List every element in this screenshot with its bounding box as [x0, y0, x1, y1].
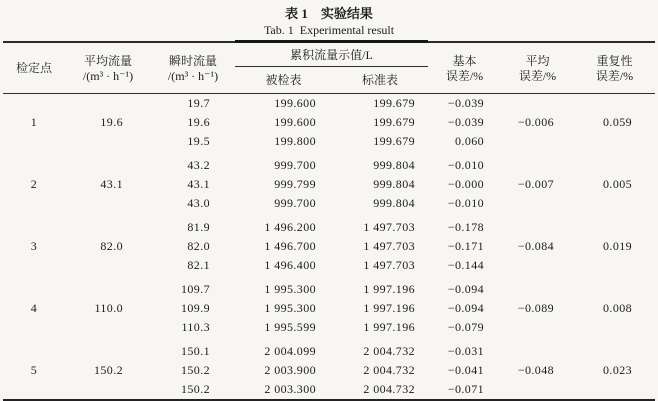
cell-dut-reading: 1 995.300: [264, 301, 316, 315]
cell-inst-flow: 43.1: [187, 177, 210, 191]
cell-basic-error: −0.039: [447, 115, 485, 129]
cell-std-reading: 1 997.196: [363, 320, 416, 334]
header-avg-flow-unit: /(m³ · h⁻¹): [82, 68, 134, 83]
cell-dut-reading: 1 496.400: [264, 258, 316, 272]
cell-dut-reading: 1 995.300: [264, 282, 316, 296]
cell-std-reading: 1 497.703: [363, 220, 416, 234]
cell-basic-error: −0.031: [447, 344, 485, 358]
cell-std-reading: 199.679: [373, 96, 416, 110]
cell-dut-reading: 1 995.599: [264, 320, 316, 334]
cell-std-reading: 999.804: [373, 196, 416, 210]
header-cell-standard-meter: 标准表: [362, 72, 399, 87]
cell-basic-error: −0.039: [447, 96, 485, 110]
table-row: [3, 213, 655, 237]
cell-avg-flow: 110.0: [94, 301, 123, 315]
cell-inst-flow: 19.6: [187, 115, 210, 129]
header-average-error-unit: 误差/%: [518, 68, 557, 83]
cell-avg-flow: 150.2: [94, 363, 123, 377]
header-basic-error-label: 基本: [452, 53, 477, 68]
cell-basic-error: −0.171: [447, 239, 485, 253]
cell-std-reading: 199.679: [373, 115, 416, 129]
cell-inst-flow: 109.7: [181, 282, 210, 296]
cell-average-error: −0.007: [517, 177, 555, 191]
header-cell-point: 检定点: [15, 61, 52, 76]
cell-average-error: −0.006: [517, 115, 555, 129]
cell-basic-error: −0.041: [447, 363, 485, 377]
cell-inst-flow: 110.3: [181, 320, 210, 334]
header-cell-inst-flow: [151, 42, 235, 94]
cell-basic-error: −0.094: [447, 282, 485, 296]
cell-inst-flow: 19.7: [187, 96, 210, 110]
cell-basic-error: −0.010: [447, 158, 485, 172]
cell-check-point: 4: [30, 301, 38, 315]
cell-inst-flow: 81.9: [187, 220, 210, 234]
cell-avg-flow: 82.0: [100, 239, 123, 253]
cell-dut-reading: 1 496.200: [264, 220, 316, 234]
cell-average-error: −0.048: [517, 363, 555, 377]
cell-std-reading: 1 997.196: [363, 282, 416, 296]
cell-inst-flow: 82.1: [187, 258, 210, 272]
results-table: [3, 40, 655, 401]
header-cell-dut-meter: 被检表: [265, 72, 302, 87]
cell-repeatability-error: 0.005: [603, 177, 633, 191]
cell-repeatability-error: 0.019: [603, 239, 633, 253]
cell-avg-flow: 43.1: [100, 177, 123, 191]
table-caption-en: Tab. 1 Experimental result: [263, 23, 395, 37]
header-cell-average-error: [501, 42, 574, 94]
cell-repeatability-error: 0.059: [603, 115, 633, 129]
cell-std-reading: 1 997.196: [363, 301, 416, 315]
cell-basic-error: −0.144: [447, 258, 485, 272]
header-cell-repeatability-error: [574, 42, 655, 94]
cell-avg-flow: 19.6: [100, 115, 123, 129]
cell-check-point: 2: [30, 177, 38, 191]
cell-inst-flow: 19.5: [187, 134, 210, 148]
cell-basic-error: −0.079: [447, 320, 485, 334]
cell-check-point: 5: [30, 363, 38, 377]
cell-basic-error: −0.010: [447, 196, 485, 210]
cell-std-reading: 1 497.703: [363, 258, 416, 272]
cell-repeatability-error: 0.023: [603, 363, 633, 377]
cell-dut-reading: 199.600: [274, 96, 316, 110]
cell-std-reading: 2 004.732: [363, 363, 416, 377]
cell-basic-error: −0.071: [447, 382, 485, 396]
table-row: [3, 275, 655, 299]
cell-dut-reading: 999.700: [274, 158, 316, 172]
cell-inst-flow: 43.0: [187, 196, 210, 210]
header-repeatability-error-unit: 误差/%: [595, 68, 634, 83]
cell-basic-error: 0.060: [455, 134, 485, 148]
cell-std-reading: 999.804: [373, 158, 416, 172]
cell-basic-error: −0.094: [447, 301, 485, 315]
cell-inst-flow: 150.1: [181, 344, 210, 358]
cell-std-reading: 2 004.732: [363, 382, 416, 396]
header-avg-flow-label: 平均流量: [83, 53, 132, 68]
table-row: [3, 337, 655, 361]
header-cell-avg-flow: [65, 42, 151, 94]
cell-inst-flow: 109.9: [181, 301, 210, 315]
table-body: [3, 94, 655, 401]
cell-std-reading: 1 497.703: [363, 239, 416, 253]
cell-check-point: 1: [30, 115, 38, 129]
cell-dut-reading: 1 496.700: [264, 239, 316, 253]
header-repeatability-error-label: 重复性: [596, 53, 633, 68]
cell-std-reading: 999.804: [373, 177, 416, 191]
cell-inst-flow: 150.2: [181, 363, 210, 377]
header-average-error-label: 平均: [525, 53, 550, 68]
cell-std-reading: 2 004.732: [363, 344, 416, 358]
cell-dut-reading: 999.799: [274, 177, 316, 191]
table-row: [3, 94, 655, 114]
cell-std-reading: 199.679: [373, 134, 416, 148]
header-inst-flow-label: 瞬时流量: [168, 53, 217, 68]
header-basic-error-unit: 误差/%: [445, 68, 484, 83]
cell-dut-reading: 2 004.099: [264, 344, 316, 358]
cell-inst-flow: 150.2: [181, 382, 210, 396]
cell-average-error: −0.084: [517, 239, 555, 253]
cell-dut-reading: 2 003.300: [264, 382, 316, 396]
cell-repeatability-error: 0.008: [603, 301, 633, 315]
cell-average-error: −0.089: [517, 301, 555, 315]
cell-basic-error: −0.178: [447, 220, 485, 234]
header-cell-basic-error: [428, 42, 501, 94]
cell-inst-flow: 82.0: [187, 239, 210, 253]
table-header: [3, 42, 655, 94]
cell-dut-reading: 2 003.900: [264, 363, 316, 377]
header-inst-flow-unit: /(m³ · h⁻¹): [167, 68, 219, 83]
header-cell-cumulative-flow: 累积流量示值/L: [235, 42, 428, 67]
cell-dut-reading: 999.700: [274, 196, 316, 210]
cell-inst-flow: 43.2: [187, 158, 210, 172]
cell-basic-error: −0.000: [447, 177, 485, 191]
cell-dut-reading: 199.600: [274, 115, 316, 129]
cell-check-point: 3: [30, 239, 38, 253]
table-row: [3, 151, 655, 175]
table-caption-zh: 表 1 实验结果: [285, 6, 373, 21]
cell-dut-reading: 199.800: [274, 134, 316, 148]
